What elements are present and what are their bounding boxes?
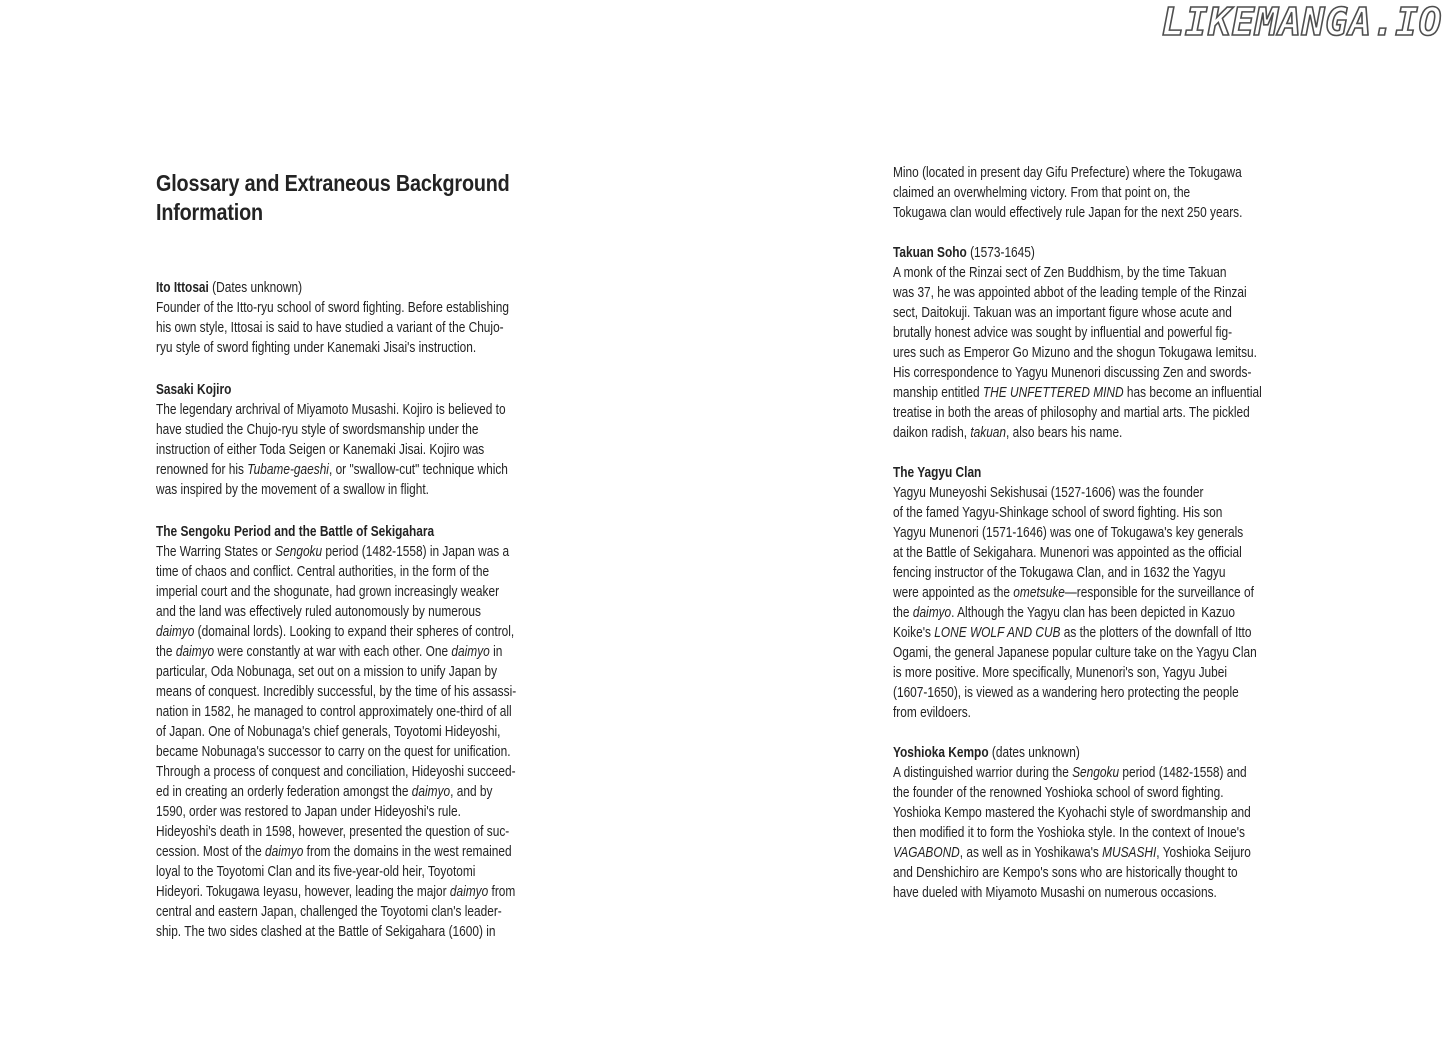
text-run: has become an influential <box>1123 385 1262 401</box>
text-run: the founder of the renowned Yoshioka school of sword fighting. <box>893 785 1224 801</box>
text-line <box>156 802 484 822</box>
text-line <box>893 883 1221 903</box>
text-run: cession. Most of the <box>156 844 266 860</box>
section-heading <box>893 243 1221 263</box>
text-line <box>893 343 1257 363</box>
text-run: have studied the Chujo-ryu style of swordsmanship under the <box>156 422 479 438</box>
italic-term: daimyo <box>411 784 451 800</box>
text-run: Founder of the Itto-ryu school of sword fighting. Before establishing <box>156 300 509 316</box>
text-line <box>893 643 1257 663</box>
section-heading <box>893 743 1221 763</box>
text-line <box>893 263 1227 283</box>
text-line <box>156 902 502 922</box>
text-run: loyal to the Toyotomi Clan and its five-year-old heir, Toyotomi <box>156 864 476 880</box>
text-line <box>893 803 1251 823</box>
italic-term: daimyo <box>265 844 304 860</box>
site-logo-watermark: LIKEMANGA.IO <box>1161 0 1442 44</box>
text-run: manship entitled <box>893 385 983 401</box>
text-run: (Dates unknown) <box>208 280 303 296</box>
italic-term: daimyo <box>449 884 489 900</box>
text-line <box>156 460 508 480</box>
text-line <box>893 323 1233 343</box>
text-run: , as well as in Yoshikawa's <box>959 845 1103 861</box>
text-run: renowned for his <box>156 462 248 478</box>
bold-term: Yoshioka Kempo <box>893 745 989 761</box>
italic-term: daimyo <box>175 644 215 660</box>
text-line <box>893 363 1252 383</box>
text-run: and the land was effectively ruled autonomously by numerous <box>156 604 481 620</box>
text-line <box>893 763 1247 783</box>
bold-term: The Yagyu Clan <box>893 465 982 481</box>
text-line <box>156 702 512 722</box>
text-line <box>893 823 1245 843</box>
text-run: as the plotters of the downfall of Itto <box>1060 625 1252 641</box>
section-heading <box>156 380 484 400</box>
text-run: , or "swallow-cut" technique which <box>328 462 508 478</box>
text-run: 1590, order was restored to Japan under Hideyoshi's rule. <box>156 804 461 820</box>
text-line <box>156 338 484 358</box>
text-line <box>156 842 512 862</box>
text-run: Through a process of conquest and conciliation, Hideyoshi succeed- <box>156 764 516 780</box>
text-line <box>156 722 501 742</box>
text-run: particular, Oda Nobunaga, set out on a mission to unify Japan by <box>156 664 498 680</box>
text-run: His correspondence to Yagyu Munenori discussing Zen and swords- <box>893 365 1252 381</box>
text-run: of the famed Yagyu-Shinkage school of sword fighting. His son <box>893 505 1223 521</box>
text-run: daikon radish, <box>893 425 971 441</box>
text-line <box>893 623 1252 643</box>
text-run: Yagyu Muneyoshi Sekishusai (1527-1606) was the founder <box>893 485 1204 501</box>
glossary-section <box>893 743 1293 903</box>
text-run: from evildoers. <box>893 705 971 721</box>
text-line <box>893 603 1235 623</box>
text-line <box>156 440 484 460</box>
glossary-section <box>893 463 1293 723</box>
text-run: ryu style of sword fighting under Kanemaki Jisai's instruction. <box>156 340 477 356</box>
glossary-section <box>156 380 556 500</box>
text-run: were appointed as the <box>893 585 1014 601</box>
continuation-paragraph <box>893 163 1293 223</box>
text-run: is more positive. More specifically, Munenori's son, Yagyu Jubei <box>893 665 1228 681</box>
text-run: Mino (located in present day Gifu Prefecture) where the Tokugawa <box>893 165 1242 181</box>
text-line <box>156 542 510 562</box>
text-run: , also bears his name. <box>1006 425 1123 441</box>
text-run: , and by <box>450 784 493 800</box>
text-line <box>156 642 503 662</box>
text-line <box>893 283 1247 303</box>
text-run: from <box>488 884 516 900</box>
text-run: have dueled with Miyamoto Musashi on numerous occasions. <box>893 885 1217 901</box>
text-line <box>893 563 1226 583</box>
page-title <box>156 169 556 227</box>
text-run: period (1482-1558) and <box>1119 765 1247 781</box>
text-run: then modified it to form the Yoshioka style. In the context of Inoue's <box>893 825 1245 841</box>
text-line <box>893 703 1221 723</box>
text-run: , Yoshioka Seijuro <box>1156 845 1251 861</box>
text-line <box>156 480 484 500</box>
text-run: sect, Daitokuji. Takuan was an important figure whose acute and <box>893 305 1232 321</box>
text-run: Koike's <box>893 625 935 641</box>
text-line <box>156 602 484 622</box>
text-line <box>156 622 515 642</box>
text-line: Information <box>156 199 263 225</box>
left-page-column <box>156 169 556 942</box>
italic-term: daimyo <box>156 624 195 640</box>
italic-term: LONE WOLF AND CUB <box>934 625 1061 641</box>
text-line <box>893 403 1250 423</box>
text-line <box>156 562 490 582</box>
bold-term: Sasaki Kojiro <box>156 382 232 398</box>
text-line <box>893 483 1221 503</box>
text-line <box>893 163 1242 183</box>
text-run: brutally honest advice was sought by influential and powerful fig- <box>893 325 1233 341</box>
text-run: treatise in both the areas of philosophy and martial arts. The pickled <box>893 405 1250 421</box>
text-run: and Denshichiro are Kempo's sons who are historically thought to <box>893 865 1238 881</box>
text-run: . Although the Yagyu clan has been depicted in Kazuo <box>951 605 1235 621</box>
text-run: ed in creating an orderly federation amongst the <box>156 784 412 800</box>
text-run: period (1482-1558) in Japan was a <box>322 544 510 560</box>
italic-term: Sengoku <box>1072 765 1120 781</box>
text-run: imperial court and the shogunate, had grown increasingly weaker <box>156 584 500 600</box>
text-line <box>156 782 493 802</box>
text-line <box>156 420 484 440</box>
text-run: Tokugawa clan would effectively rule Japan for the next 250 years. <box>893 205 1243 221</box>
text-line <box>893 783 1224 803</box>
text-run: Hideyori. Tokugawa Ieyasu, however, leading the major <box>156 884 450 900</box>
text-run: central and eastern Japan, challenged the Toyotomi clan's leader- <box>156 904 502 920</box>
text-line <box>893 683 1239 703</box>
glossary-section <box>156 522 556 942</box>
italic-term: daimyo <box>912 605 952 621</box>
text-run: A distinguished warrior during the <box>893 765 1073 781</box>
section-heading <box>156 278 484 298</box>
italic-term: THE UNFETTERED MIND <box>982 385 1124 401</box>
text-run: ures such as Emperor Go Mizuno and the shogun Tokugawa Iemitsu. <box>893 345 1257 361</box>
text-run: Hideyoshi's death in 1598, however, presented the question of suc- <box>156 824 510 840</box>
italic-term: MUSASHI <box>1102 845 1157 861</box>
text-line <box>893 203 1243 223</box>
text-line <box>156 762 516 782</box>
text-run: the <box>893 605 913 621</box>
text-line <box>156 662 498 682</box>
text-run: —responsible for the surveillance of <box>1064 585 1254 601</box>
text-line <box>893 183 1221 203</box>
text-run: was 37, he was appointed abbot of the leading temple of the Rinzai <box>893 285 1247 301</box>
right-glossary-sections <box>893 243 1293 903</box>
text-run: Yoshioka Kempo mastered the Kyohachi style of swordmanship and <box>893 805 1251 821</box>
text-run: Yagyu Munenori (1571-1646) was one of Tokugawa's key generals <box>893 525 1244 541</box>
bold-term: The Sengoku Period and the Battle of Sekigahara <box>156 524 435 540</box>
text-run: (domainal lords). Looking to expand their spheres of control, <box>194 624 515 640</box>
right-page-column <box>893 163 1293 903</box>
text-line <box>893 863 1238 883</box>
text-line <box>893 583 1254 603</box>
text-line <box>893 663 1228 683</box>
left-glossary-sections <box>156 278 556 942</box>
text-line <box>156 582 500 602</box>
text-run: means of conquest. Incredibly successful, by the time of his assassi- <box>156 684 517 700</box>
text-run: The Warring States or <box>156 544 276 560</box>
text-run: time of chaos and conflict. Central authorities, in the form of the <box>156 564 490 580</box>
text-line <box>893 523 1244 543</box>
text-line <box>156 318 504 338</box>
italic-term: ometsuke <box>1013 585 1065 601</box>
italic-term: takuan <box>970 425 1007 441</box>
italic-term: daimyo <box>451 644 490 660</box>
text-line <box>156 682 517 702</box>
glossary-section <box>893 243 1293 443</box>
text-line <box>893 303 1232 323</box>
text-run: of Japan. One of Nobunaga's chief generals, Toyotomi Hideyoshi, <box>156 724 501 740</box>
text-run: (1607-1650), is viewed as a wandering hero protecting the people <box>893 685 1239 701</box>
text-run: (dates unknown) <box>988 745 1080 761</box>
text-line <box>893 543 1242 563</box>
text-line <box>893 423 1221 443</box>
text-line <box>156 400 506 420</box>
text-line: Glossary and Extraneous Background <box>156 170 510 196</box>
text-run: were constantly at war with each other. One <box>214 644 452 660</box>
text-run: nation in 1582, he managed to control approximately one-third of all <box>156 704 512 720</box>
text-run: the <box>156 644 176 660</box>
bold-term: Takuan Soho <box>893 245 967 261</box>
text-run: in <box>489 644 503 660</box>
text-run: Ogami, the general Japanese popular culture take on the Yagyu Clan <box>893 645 1257 661</box>
glossary-section <box>156 278 556 358</box>
text-run: instruction of either Toda Seigen or Kanemaki Jisai. Kojiro was <box>156 442 485 458</box>
text-line <box>893 383 1262 403</box>
text-line <box>156 822 510 842</box>
text-line <box>156 298 509 318</box>
italic-term: Sengoku <box>275 544 323 560</box>
italic-term: VAGABOND <box>893 845 960 861</box>
text-run: from the domains in the west remained <box>303 844 512 860</box>
text-line <box>893 503 1221 523</box>
section-heading <box>893 463 1221 483</box>
text-run: claimed an overwhelming victory. From that point on, the <box>893 185 1191 201</box>
text-line <box>156 862 484 882</box>
text-run: became Nobunaga's successor to carry on the quest for unification. <box>156 744 511 760</box>
text-line <box>156 882 516 902</box>
text-run: was inspired by the movement of a swallow in flight. <box>156 482 429 498</box>
text-run: fencing instructor of the Tokugawa Clan, and in 1632 the Yagyu <box>893 565 1226 581</box>
text-line <box>156 742 511 762</box>
text-run: at the Battle of Sekigahara. Munenori was appointed as the official <box>893 545 1242 561</box>
text-run: his own style, Ittosai is said to have studied a variant of the Chujo- <box>156 320 504 336</box>
text-run: The legendary archrival of Miyamoto Musashi. Kojiro is believed to <box>156 402 506 418</box>
italic-term: Tubame-gaeshi <box>247 462 329 478</box>
text-run: ship. The two sides clashed at the Battle of Sekigahara (1600) in <box>156 924 496 940</box>
bold-term: Ito Ittosai <box>156 280 209 296</box>
text-run: (1573-1645) <box>966 245 1035 261</box>
section-heading <box>156 522 484 542</box>
text-line <box>893 843 1251 863</box>
text-run: A monk of the Rinzai sect of Zen Buddhism, by the time Takuan <box>893 265 1227 281</box>
text-line <box>156 922 496 942</box>
